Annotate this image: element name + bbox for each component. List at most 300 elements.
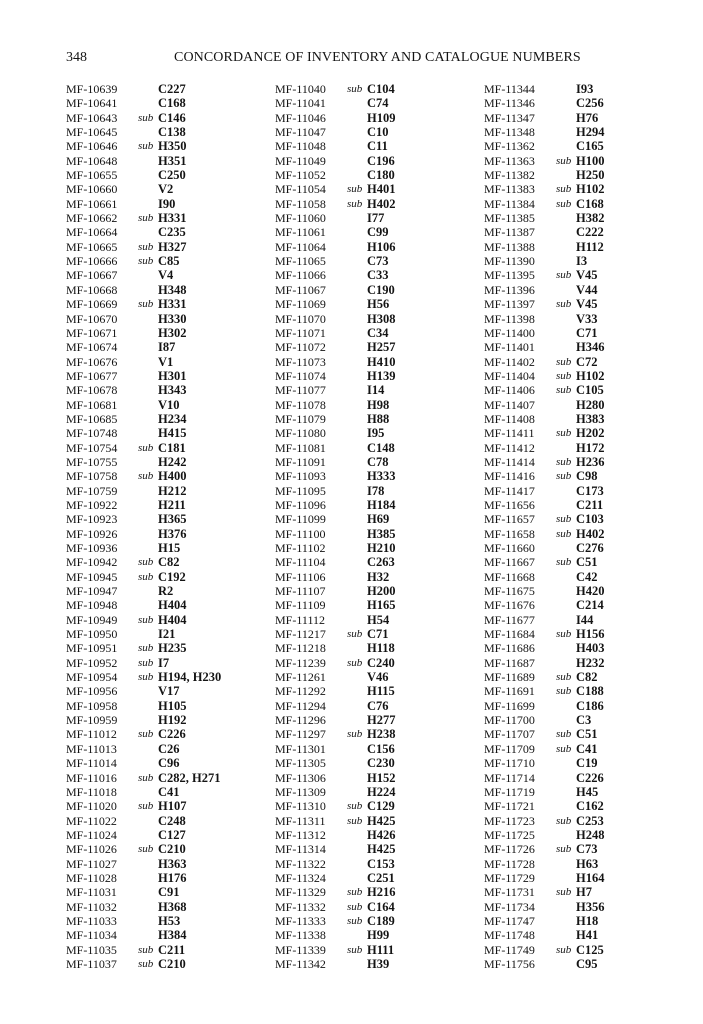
- concordance-column-1: [66, 82, 271, 971]
- inventory-number: MF-10959: [66, 713, 118, 728]
- catalogue-number: H248: [576, 827, 605, 842]
- inventory-number: MF-10674: [66, 340, 118, 355]
- inventory-number: MF-11031: [66, 885, 117, 900]
- catalogue-number: V4: [158, 268, 174, 283]
- catalogue-number: I14: [367, 383, 385, 398]
- inventory-number: MF-10667: [66, 268, 118, 283]
- concordance-entry: [66, 885, 271, 899]
- concordance-entry: [484, 211, 689, 225]
- inventory-number: MF-11310: [275, 799, 326, 814]
- catalogue-number: V46: [367, 670, 389, 685]
- concordance-entry: [484, 570, 689, 584]
- inventory-number: MF-11049: [275, 153, 326, 168]
- concordance-entry: [66, 312, 271, 326]
- concordance-entry: [484, 240, 689, 254]
- concordance-entry: [275, 441, 480, 455]
- concordance-entry: [275, 383, 480, 397]
- concordance-entry: [275, 828, 480, 842]
- concordance-entry: [275, 111, 480, 125]
- inventory-number: MF-10641: [66, 96, 118, 111]
- catalogue-number: C76: [367, 698, 389, 713]
- catalogue-number: C164: [367, 899, 395, 914]
- concordance-entry: [66, 627, 271, 641]
- concordance-entry: [66, 426, 271, 440]
- concordance-entry: [275, 799, 480, 813]
- catalogue-number: H7: [576, 885, 592, 900]
- catalogue-number: C98: [576, 469, 598, 484]
- inventory-number: MF-11398: [484, 311, 535, 326]
- concordance-entry: [66, 441, 271, 455]
- inventory-number: MF-10661: [66, 196, 118, 211]
- concordance-entry: [66, 527, 271, 541]
- inventory-number: MF-11407: [484, 397, 535, 412]
- catalogue-number: H18: [576, 913, 599, 928]
- catalogue-number: I21: [158, 627, 176, 642]
- sub-marker: sub: [138, 441, 154, 454]
- concordance-entry: [275, 527, 480, 541]
- inventory-number: MF-10662: [66, 211, 118, 226]
- inventory-number: MF-10748: [66, 426, 118, 441]
- catalogue-number: C251: [367, 870, 395, 885]
- catalogue-number: H277: [367, 713, 396, 728]
- concordance-entry: [66, 412, 271, 426]
- sub-marker: sub: [556, 513, 572, 526]
- catalogue-number: H184: [367, 497, 396, 512]
- catalogue-number: H257: [367, 340, 396, 355]
- concordance-entry: [275, 297, 480, 311]
- concordance-entry: [275, 570, 480, 584]
- inventory-number: MF-11239: [275, 655, 326, 670]
- concordance-entry: [275, 512, 480, 526]
- inventory-number: MF-11332: [275, 899, 326, 914]
- inventory-number: MF-11074: [275, 368, 326, 383]
- concordance-entry: [275, 96, 480, 110]
- catalogue-number: C230: [367, 756, 395, 771]
- catalogue-number: H224: [367, 784, 396, 799]
- catalogue-number: I93: [576, 82, 594, 96]
- catalogue-number: C34: [367, 325, 389, 340]
- concordance-entry: [275, 871, 480, 885]
- inventory-number: MF-11033: [66, 913, 117, 928]
- sub-marker: sub: [556, 742, 572, 755]
- concordance-entry: [484, 555, 689, 569]
- inventory-number: MF-11385: [484, 211, 535, 226]
- catalogue-number: H15: [158, 541, 181, 555]
- concordance-entry: [275, 699, 480, 713]
- catalogue-number: C138: [158, 125, 186, 140]
- concordance-entry: [484, 656, 689, 670]
- inventory-number: MF-11032: [66, 899, 117, 914]
- catalogue-number: V45: [576, 268, 598, 283]
- catalogue-number: I87: [158, 340, 176, 355]
- inventory-number: MF-11656: [484, 497, 535, 512]
- concordance-entry: [275, 455, 480, 469]
- sub-marker: sub: [347, 728, 363, 741]
- concordance-entry: [484, 455, 689, 469]
- sub-marker: sub: [556, 183, 572, 196]
- inventory-number: MF-10678: [66, 383, 118, 398]
- catalogue-number: H118: [367, 641, 395, 656]
- concordance-entry: [275, 326, 480, 340]
- sub-marker: sub: [138, 957, 154, 970]
- concordance-entry: [66, 742, 271, 756]
- inventory-number: MF-10948: [66, 598, 118, 613]
- sub-marker: sub: [138, 642, 154, 655]
- inventory-number: MF-11048: [275, 139, 326, 154]
- catalogue-number: H176: [158, 870, 187, 885]
- catalogue-number: C240: [367, 655, 395, 670]
- catalogue-number: C74: [367, 96, 389, 111]
- catalogue-number: C276: [576, 541, 604, 555]
- sub-marker: sub: [138, 843, 154, 856]
- concordance-entry: [275, 369, 480, 383]
- catalogue-number: H53: [158, 913, 181, 928]
- sub-marker: sub: [556, 886, 572, 899]
- catalogue-number: H112: [576, 239, 604, 254]
- concordance-entry: [275, 857, 480, 871]
- concordance-entry: [66, 111, 271, 125]
- inventory-number: MF-11081: [275, 440, 326, 455]
- inventory-number: MF-10660: [66, 182, 118, 197]
- sub-marker: sub: [138, 613, 154, 626]
- sub-marker: sub: [138, 111, 154, 124]
- inventory-number: MF-11416: [484, 469, 535, 484]
- catalogue-number: C146: [158, 110, 186, 125]
- sub-marker: sub: [138, 943, 154, 956]
- inventory-number: MF-11333: [275, 913, 326, 928]
- inventory-number: MF-11095: [275, 483, 326, 498]
- catalogue-number: H172: [576, 440, 605, 455]
- concordance-entry: [484, 168, 689, 182]
- inventory-number: MF-11729: [484, 870, 535, 885]
- inventory-number: MF-11018: [66, 784, 117, 799]
- inventory-number: MF-11412: [484, 440, 535, 455]
- catalogue-number: C51: [576, 555, 598, 570]
- catalogue-number: H376: [158, 526, 187, 541]
- concordance-entry: [484, 398, 689, 412]
- concordance-entry: [66, 383, 271, 397]
- inventory-number: MF-10951: [66, 641, 118, 656]
- concordance-entry: [275, 957, 480, 971]
- inventory-number: MF-10952: [66, 655, 118, 670]
- inventory-number: MF-11035: [66, 942, 117, 957]
- catalogue-number: H102: [576, 368, 605, 383]
- sub-marker: sub: [556, 197, 572, 210]
- concordance-entry: [275, 555, 480, 569]
- concordance-entry: [484, 426, 689, 440]
- concordance-entry: [66, 727, 271, 741]
- inventory-number: MF-11687: [484, 655, 535, 670]
- catalogue-number: H333: [367, 469, 396, 484]
- catalogue-number: H39: [367, 956, 390, 971]
- concordance-entry: [484, 613, 689, 627]
- inventory-number: MF-11027: [66, 856, 117, 871]
- inventory-number: MF-10922: [66, 497, 118, 512]
- concordance-entry: [275, 541, 480, 555]
- catalogue-number: C103: [576, 512, 604, 527]
- concordance-entry: [66, 254, 271, 268]
- inventory-number: MF-11102: [275, 541, 326, 555]
- inventory-number: MF-10655: [66, 168, 118, 183]
- concordance-entry: [66, 96, 271, 110]
- concordance-entry: [275, 727, 480, 741]
- inventory-number: MF-11686: [484, 641, 535, 656]
- inventory-number: MF-10669: [66, 297, 118, 312]
- concordance-entry: [66, 498, 271, 512]
- concordance-entry: [484, 727, 689, 741]
- catalogue-number: I77: [367, 211, 385, 226]
- inventory-number: MF-11417: [484, 483, 535, 498]
- concordance-entry: [484, 814, 689, 828]
- catalogue-number: C41: [576, 741, 598, 756]
- concordance-entry: [275, 670, 480, 684]
- catalogue-number: C226: [158, 727, 186, 742]
- inventory-number: MF-11348: [484, 125, 535, 140]
- sub-marker: sub: [556, 369, 572, 382]
- inventory-number: MF-11721: [484, 799, 535, 814]
- inventory-number: MF-11054: [275, 182, 326, 197]
- inventory-number: MF-11363: [484, 153, 535, 168]
- concordance-entry: [484, 154, 689, 168]
- catalogue-number: C129: [367, 799, 395, 814]
- inventory-number: MF-11040: [275, 82, 326, 96]
- inventory-number: MF-11382: [484, 168, 535, 183]
- catalogue-number: H348: [158, 282, 187, 297]
- sub-marker: sub: [556, 355, 572, 368]
- catalogue-number: I78: [367, 483, 385, 498]
- inventory-number: MF-11064: [275, 239, 326, 254]
- catalogue-number: H404: [158, 612, 187, 627]
- concordance-entry: [484, 512, 689, 526]
- concordance-entry: [484, 82, 689, 96]
- concordance-entry: [484, 498, 689, 512]
- inventory-number: MF-11067: [275, 282, 326, 297]
- concordance-entry: [275, 756, 480, 770]
- catalogue-number: C73: [576, 842, 598, 857]
- sub-marker: sub: [347, 814, 363, 827]
- inventory-number: MF-11099: [275, 512, 326, 527]
- concordance-entry: [66, 326, 271, 340]
- inventory-number: MF-11100: [275, 526, 326, 541]
- concordance-entry: [484, 283, 689, 297]
- concordance-entry: [275, 283, 480, 297]
- sub-marker: sub: [347, 800, 363, 813]
- concordance-entry: [484, 484, 689, 498]
- catalogue-number: H111: [367, 942, 395, 957]
- concordance-entry: [275, 885, 480, 899]
- catalogue-number: H232: [576, 655, 605, 670]
- concordance-entry: [275, 785, 480, 799]
- concordance-entry: [275, 598, 480, 612]
- catalogue-number: H363: [158, 856, 187, 871]
- concordance-entry: [275, 627, 480, 641]
- concordance-entry: [66, 814, 271, 828]
- inventory-number: MF-10950: [66, 627, 118, 642]
- inventory-number: MF-11324: [275, 870, 326, 885]
- catalogue-number: H194, H230: [158, 670, 222, 685]
- concordance-entry: [484, 799, 689, 813]
- inventory-number: MF-10926: [66, 526, 118, 541]
- inventory-number: MF-11749: [484, 942, 535, 957]
- catalogue-number: H216: [367, 885, 396, 900]
- concordance-entry: [484, 139, 689, 153]
- concordance-entry: [484, 828, 689, 842]
- concordance-entry: [275, 842, 480, 856]
- catalogue-number: H346: [576, 340, 605, 355]
- inventory-number: MF-10671: [66, 325, 118, 340]
- inventory-number: MF-11079: [275, 411, 326, 426]
- sub-marker: sub: [138, 671, 154, 684]
- catalogue-number: C78: [367, 454, 389, 469]
- concordance-entry: [275, 268, 480, 282]
- catalogue-number: H210: [367, 541, 396, 555]
- concordance-entry: [484, 111, 689, 125]
- concordance-entry: [275, 355, 480, 369]
- concordance-entry: [484, 326, 689, 340]
- catalogue-number: H410: [367, 354, 396, 369]
- inventory-number: MF-11676: [484, 598, 535, 613]
- inventory-number: MF-10645: [66, 125, 118, 140]
- concordance-entry: [484, 355, 689, 369]
- catalogue-number: H402: [367, 196, 396, 211]
- sub-marker: sub: [138, 570, 154, 583]
- catalogue-number: H351: [158, 153, 187, 168]
- inventory-number: MF-11384: [484, 196, 535, 211]
- inventory-number: MF-10666: [66, 254, 118, 269]
- sub-marker: sub: [347, 183, 363, 196]
- catalogue-number: H56: [367, 297, 390, 312]
- catalogue-number: H234: [158, 411, 187, 426]
- concordance-entry: [275, 684, 480, 698]
- sub-marker: sub: [556, 384, 572, 397]
- concordance-entry: [484, 742, 689, 756]
- inventory-number: MF-11658: [484, 526, 535, 541]
- concordance-entry: [275, 943, 480, 957]
- concordance-entry: [484, 125, 689, 139]
- catalogue-number: H139: [367, 368, 396, 383]
- inventory-number: MF-10639: [66, 82, 118, 96]
- inventory-number: MF-11046: [275, 110, 326, 125]
- catalogue-number: C153: [367, 856, 395, 871]
- concordance-entry: [66, 268, 271, 282]
- catalogue-number: H202: [576, 426, 605, 441]
- concordance-entry: [66, 82, 271, 96]
- catalogue-number: I7: [158, 655, 170, 670]
- inventory-number: MF-11016: [66, 770, 117, 785]
- inventory-number: MF-11719: [484, 784, 535, 799]
- sub-marker: sub: [138, 255, 154, 268]
- concordance-entry: [66, 197, 271, 211]
- concordance-entry: [66, 541, 271, 555]
- catalogue-number: C26: [158, 741, 180, 756]
- catalogue-number: V45: [576, 297, 598, 312]
- catalogue-number: H165: [367, 598, 396, 613]
- inventory-number: MF-11667: [484, 555, 535, 570]
- inventory-number: MF-11675: [484, 584, 535, 599]
- concordance-entry: [275, 656, 480, 670]
- catalogue-number: H330: [158, 311, 187, 326]
- sub-marker: sub: [556, 269, 572, 282]
- catalogue-number: H106: [367, 239, 396, 254]
- inventory-number: MF-11383: [484, 182, 535, 197]
- catalogue-number: H76: [576, 110, 599, 125]
- inventory-number: MF-10945: [66, 569, 118, 584]
- concordance-entry: [484, 383, 689, 397]
- catalogue-number: H211: [158, 497, 186, 512]
- inventory-number: MF-11312: [275, 827, 326, 842]
- sub-marker: sub: [556, 470, 572, 483]
- concordance-entry: [484, 312, 689, 326]
- inventory-number: MF-10949: [66, 612, 118, 627]
- inventory-number: MF-10676: [66, 354, 118, 369]
- concordance-column-2: [275, 82, 480, 971]
- catalogue-number: H192: [158, 713, 187, 728]
- inventory-number: MF-11096: [275, 497, 326, 512]
- catalogue-number: C186: [576, 698, 604, 713]
- concordance-entry: [275, 82, 480, 96]
- concordance-entry: [275, 168, 480, 182]
- catalogue-number: H382: [576, 211, 605, 226]
- inventory-number: MF-11748: [484, 928, 535, 943]
- concordance-entry: [66, 484, 271, 498]
- concordance-entry: [484, 197, 689, 211]
- inventory-number: MF-10947: [66, 584, 118, 599]
- inventory-number: MF-11066: [275, 268, 326, 283]
- concordance-entry: [484, 627, 689, 641]
- inventory-number: MF-11091: [275, 454, 326, 469]
- inventory-number: MF-11022: [66, 813, 117, 828]
- sub-marker: sub: [347, 628, 363, 641]
- inventory-number: MF-10758: [66, 469, 118, 484]
- catalogue-number: H88: [367, 411, 390, 426]
- inventory-number: MF-11677: [484, 612, 535, 627]
- catalogue-number: C214: [576, 598, 604, 613]
- sub-marker: sub: [556, 671, 572, 684]
- concordance-entry: [66, 684, 271, 698]
- catalogue-number: C82: [158, 555, 180, 570]
- inventory-number: MF-11080: [275, 426, 326, 441]
- concordance-entry: [275, 484, 480, 498]
- catalogue-number: C192: [158, 569, 186, 584]
- inventory-number: MF-11073: [275, 354, 326, 369]
- concordance-entry: [66, 168, 271, 182]
- page-title: CONCORDANCE OF INVENTORY AND CATALOGUE NUMBERS: [174, 50, 581, 65]
- concordance-entry: [484, 441, 689, 455]
- concordance-entry: [66, 699, 271, 713]
- inventory-number: MF-10646: [66, 139, 118, 154]
- catalogue-number: V10: [158, 397, 180, 412]
- concordance-entry: [66, 340, 271, 354]
- concordance-entry: [66, 943, 271, 957]
- catalogue-number: C235: [158, 225, 186, 240]
- concordance-entry: [484, 699, 689, 713]
- inventory-number: MF-11684: [484, 627, 535, 642]
- inventory-number: MF-11401: [484, 340, 535, 355]
- inventory-number: MF-10668: [66, 282, 118, 297]
- catalogue-number: C222: [576, 225, 604, 240]
- inventory-number: MF-10923: [66, 512, 118, 527]
- catalogue-number: C227: [158, 82, 186, 96]
- concordance-entry: [484, 684, 689, 698]
- inventory-number: MF-11728: [484, 856, 535, 871]
- concordance-entry: [275, 125, 480, 139]
- inventory-number: MF-11689: [484, 670, 535, 685]
- concordance-entry: [484, 182, 689, 196]
- inventory-number: MF-11034: [66, 928, 117, 943]
- concordance-entry: [66, 240, 271, 254]
- inventory-number: MF-11024: [66, 827, 117, 842]
- inventory-number: MF-11305: [275, 756, 326, 771]
